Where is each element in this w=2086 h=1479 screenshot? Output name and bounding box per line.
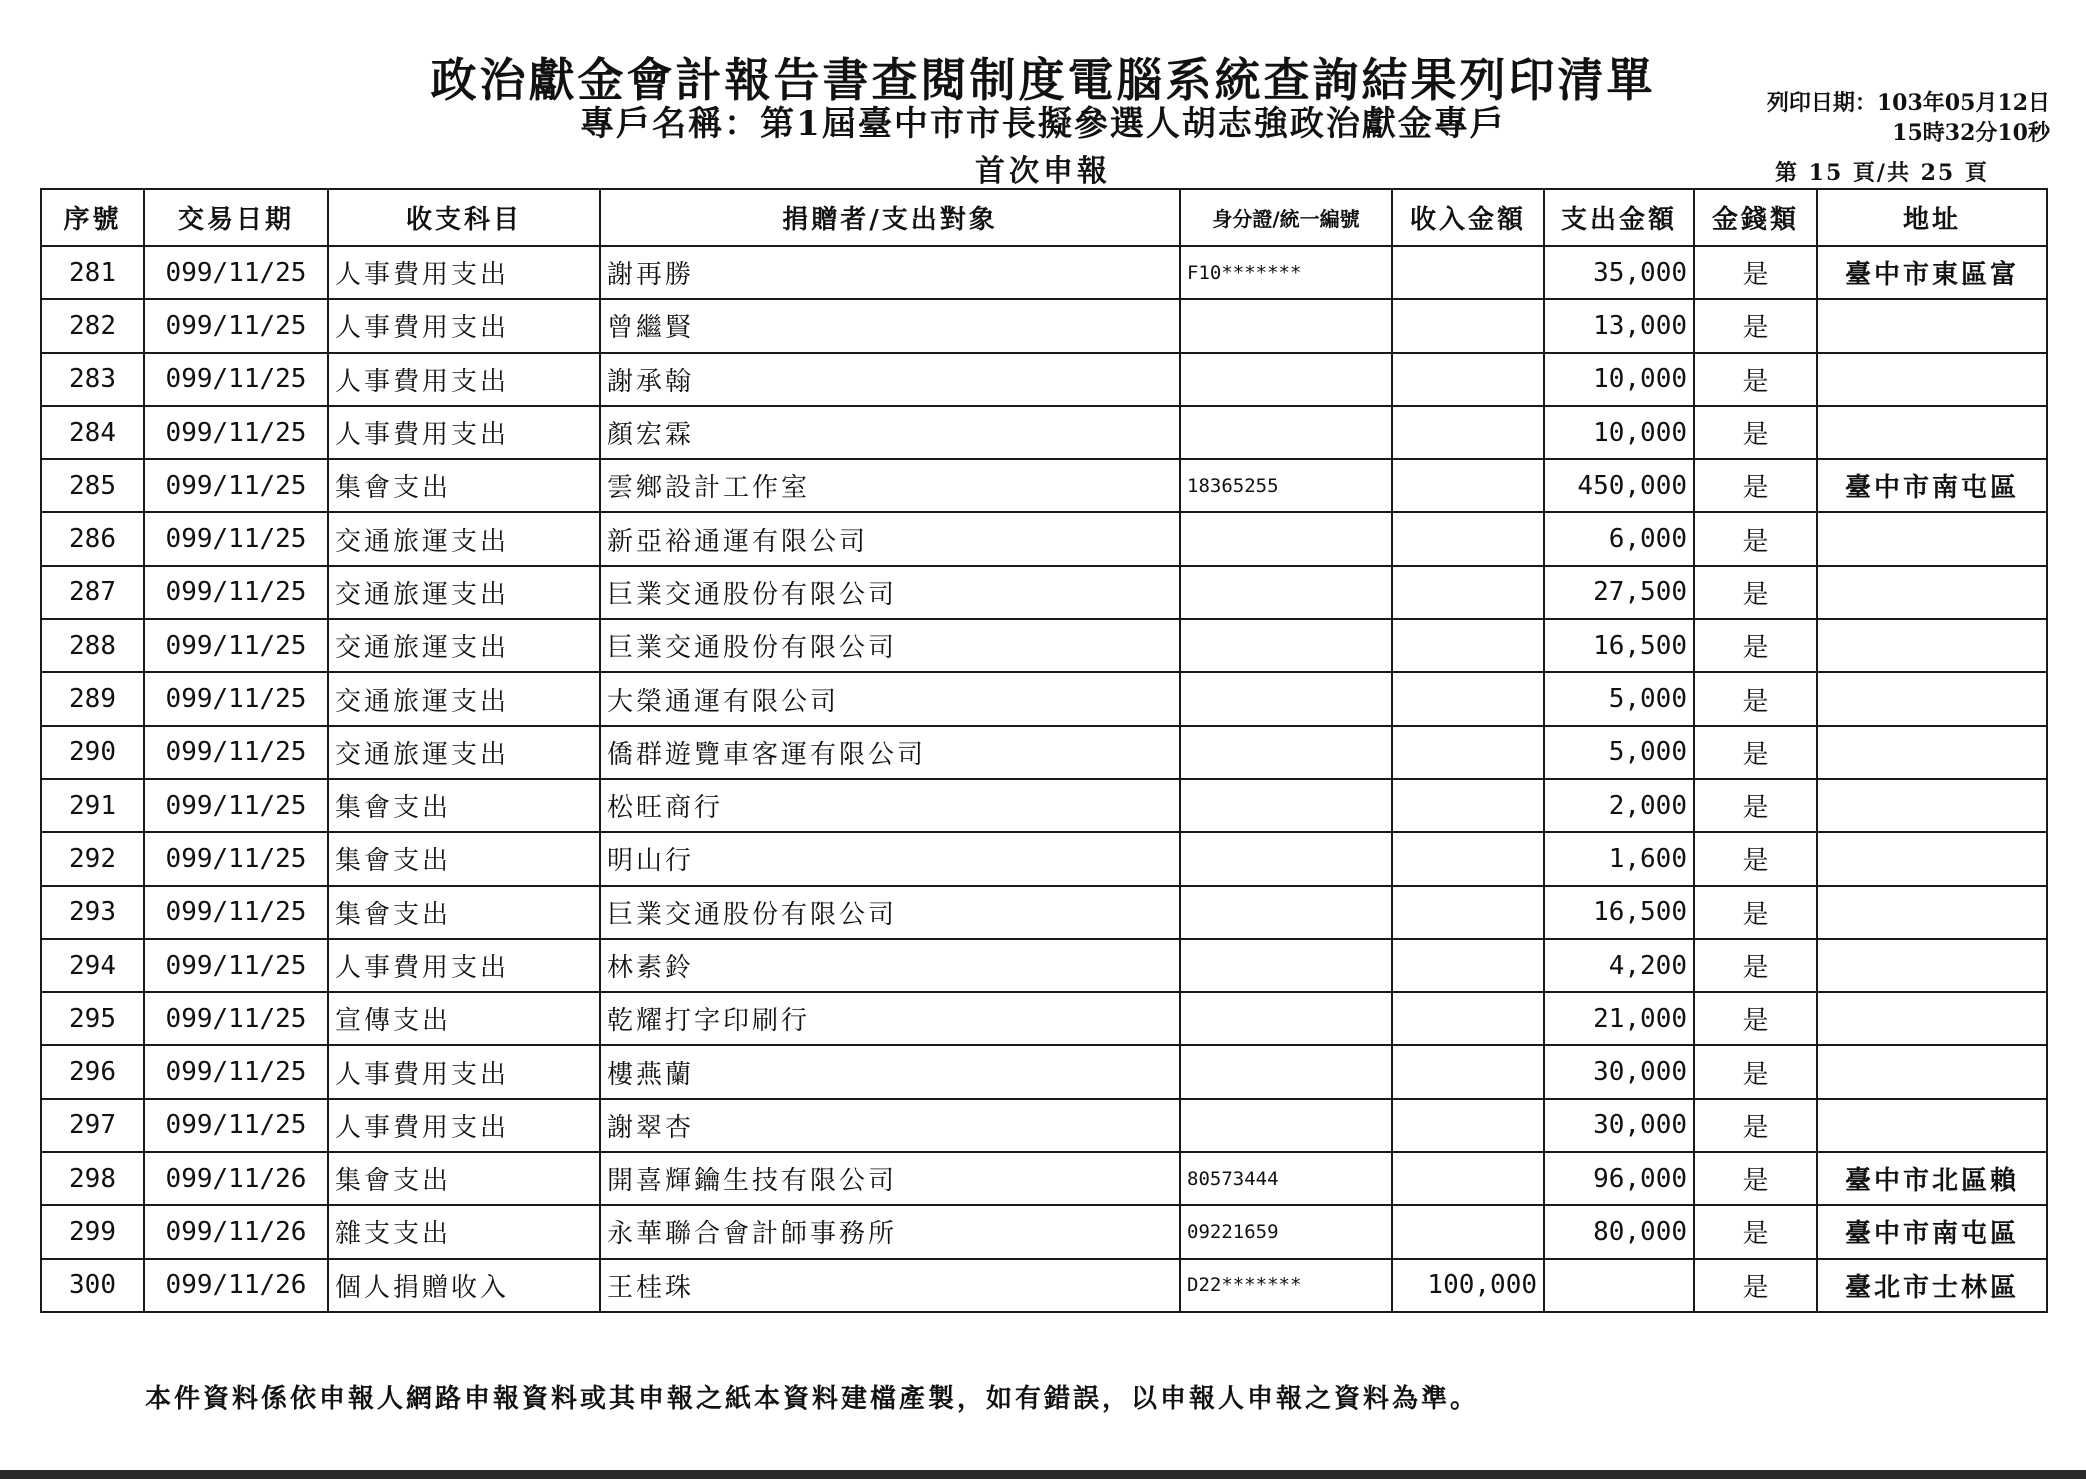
cell-id <box>1180 1099 1392 1152</box>
cell-category: 集會支出 <box>328 779 600 832</box>
cell-category: 人事費用支出 <box>328 299 600 352</box>
account-name: 專戶名稱：第1屆臺中市市長擬參選人胡志強政治獻金專戶 <box>580 104 1506 144</box>
print-date: 列印日期：103年05月12日 <box>1766 90 2050 116</box>
cell-cash: 是 <box>1694 832 1817 885</box>
table-row <box>41 886 2047 939</box>
document-title: 政治獻金會計報告書查閱制度電腦系統查詢結果列印清單 <box>430 53 1656 107</box>
table-row <box>41 1205 2047 1258</box>
cell-income <box>1392 832 1544 885</box>
cell-party: 僑群遊覽車客運有限公司 <box>600 726 1180 779</box>
cell-expense: 450,000 <box>1544 459 1694 512</box>
cell-party: 樓燕蘭 <box>600 1045 1180 1098</box>
cell-income <box>1392 246 1544 299</box>
cell-date: 099/11/26 <box>144 1152 328 1205</box>
cell-date: 099/11/25 <box>144 246 328 299</box>
cell-party: 巨業交通股份有限公司 <box>600 619 1180 672</box>
cell-no: 296 <box>41 1045 144 1098</box>
header-row <box>41 189 2047 246</box>
table-row <box>41 672 2047 725</box>
cell-id <box>1180 726 1392 779</box>
cell-income <box>1392 566 1544 619</box>
cell-expense: 27,500 <box>1544 566 1694 619</box>
ledger-table <box>40 188 2048 1313</box>
cell-no: 286 <box>41 512 144 565</box>
cell-no: 299 <box>41 1205 144 1258</box>
cell-expense: 1,600 <box>1544 832 1694 885</box>
cell-no: 290 <box>41 726 144 779</box>
cell-income <box>1392 886 1544 939</box>
table-row <box>41 1152 2047 1205</box>
cell-no: 295 <box>41 992 144 1045</box>
cell-date: 099/11/26 <box>144 1259 328 1312</box>
cell-no: 287 <box>41 566 144 619</box>
cell-income <box>1392 1152 1544 1205</box>
cell-cash: 是 <box>1694 512 1817 565</box>
cell-address <box>1817 939 2047 992</box>
cell-expense: 4,200 <box>1544 939 1694 992</box>
cell-date: 099/11/25 <box>144 779 328 832</box>
table-row <box>41 246 2047 299</box>
cell-id <box>1180 353 1392 406</box>
cell-id: 80573444 <box>1180 1152 1392 1205</box>
cell-category: 人事費用支出 <box>328 353 600 406</box>
col-header-cash: 金錢類 <box>1694 189 1817 246</box>
cell-category: 交通旅運支出 <box>328 726 600 779</box>
cell-id <box>1180 992 1392 1045</box>
cell-date: 099/11/25 <box>144 832 328 885</box>
cell-party: 乾耀打字印刷行 <box>600 992 1180 1045</box>
cell-party: 顏宏霖 <box>600 406 1180 459</box>
cell-no: 285 <box>41 459 144 512</box>
cell-cash: 是 <box>1694 353 1817 406</box>
cell-expense: 30,000 <box>1544 1099 1694 1152</box>
cell-category: 集會支出 <box>328 459 600 512</box>
cell-party: 雲鄉設計工作室 <box>600 459 1180 512</box>
cell-id <box>1180 779 1392 832</box>
cell-cash: 是 <box>1694 566 1817 619</box>
table-row <box>41 1045 2047 1098</box>
cell-party: 新亞裕通運有限公司 <box>600 512 1180 565</box>
cell-party: 林素鈴 <box>600 939 1180 992</box>
cell-category: 交通旅運支出 <box>328 566 600 619</box>
cell-category: 集會支出 <box>328 1152 600 1205</box>
cell-income <box>1392 1205 1544 1258</box>
table-row <box>41 779 2047 832</box>
cell-address: 臺中市南屯區 <box>1817 1205 2047 1258</box>
cell-expense: 5,000 <box>1544 672 1694 725</box>
table-row <box>41 939 2047 992</box>
cell-no: 281 <box>41 246 144 299</box>
cell-id <box>1180 299 1392 352</box>
cell-cash: 是 <box>1694 886 1817 939</box>
cell-expense: 5,000 <box>1544 726 1694 779</box>
cell-address: 臺北市士林區 <box>1817 1259 2047 1312</box>
table-row <box>41 726 2047 779</box>
cell-expense <box>1544 1259 1694 1312</box>
cell-cash: 是 <box>1694 1205 1817 1258</box>
cell-expense: 21,000 <box>1544 992 1694 1045</box>
col-header-address: 地址 <box>1817 189 2047 246</box>
cell-party: 永華聯合會計師事務所 <box>600 1205 1180 1258</box>
table-row <box>41 619 2047 672</box>
cell-expense: 10,000 <box>1544 406 1694 459</box>
cell-address <box>1817 353 2047 406</box>
print-timestamp <box>1767 88 2050 148</box>
cell-party: 王桂珠 <box>600 1259 1180 1312</box>
cell-category: 集會支出 <box>328 886 600 939</box>
cell-date: 099/11/25 <box>144 459 328 512</box>
cell-date: 099/11/25 <box>144 512 328 565</box>
cell-address <box>1817 512 2047 565</box>
cell-date: 099/11/25 <box>144 299 328 352</box>
cell-address <box>1817 886 2047 939</box>
cell-expense: 35,000 <box>1544 246 1694 299</box>
cell-income <box>1392 1099 1544 1152</box>
cell-id <box>1180 1045 1392 1098</box>
cell-category: 人事費用支出 <box>328 1045 600 1098</box>
cell-category: 人事費用支出 <box>328 246 600 299</box>
cell-category: 交通旅運支出 <box>328 672 600 725</box>
col-header-expense: 支出金額 <box>1544 189 1694 246</box>
cell-date: 099/11/25 <box>144 886 328 939</box>
cell-address <box>1817 726 2047 779</box>
cell-id <box>1180 886 1392 939</box>
cell-no: 288 <box>41 619 144 672</box>
cell-date: 099/11/25 <box>144 406 328 459</box>
cell-date: 099/11/26 <box>144 1205 328 1258</box>
cell-income <box>1392 619 1544 672</box>
cell-id <box>1180 672 1392 725</box>
cell-category: 集會支出 <box>328 832 600 885</box>
cell-address <box>1817 566 2047 619</box>
cell-address <box>1817 619 2047 672</box>
cell-category: 交通旅運支出 <box>328 512 600 565</box>
cell-no: 294 <box>41 939 144 992</box>
cell-income <box>1392 406 1544 459</box>
cell-income <box>1392 672 1544 725</box>
cell-cash: 是 <box>1694 779 1817 832</box>
cell-no: 293 <box>41 886 144 939</box>
cell-cash: 是 <box>1694 1259 1817 1312</box>
cell-category: 人事費用支出 <box>328 406 600 459</box>
scan-bottom-edge <box>0 1470 2086 1479</box>
table-row <box>41 832 2047 885</box>
cell-date: 099/11/25 <box>144 566 328 619</box>
cell-no: 289 <box>41 672 144 725</box>
cell-expense: 16,500 <box>1544 619 1694 672</box>
cell-address <box>1817 299 2047 352</box>
cell-id <box>1180 406 1392 459</box>
cell-party: 曾繼賢 <box>600 299 1180 352</box>
cell-income <box>1392 939 1544 992</box>
cell-date: 099/11/25 <box>144 939 328 992</box>
cell-cash: 是 <box>1694 246 1817 299</box>
cell-no: 298 <box>41 1152 144 1205</box>
cell-id: F10******* <box>1180 246 1392 299</box>
col-header-id: 身分證/統一編號 <box>1180 189 1392 246</box>
cell-cash: 是 <box>1694 1152 1817 1205</box>
cell-address: 臺中市東區富 <box>1817 246 2047 299</box>
cell-income <box>1392 459 1544 512</box>
cell-cash: 是 <box>1694 406 1817 459</box>
footnote: 本件資料係依申報人網路申報資料或其申報之紙本資料建檔產製，如有錯誤，以申報人申報之資料為準。 <box>145 1384 1480 1414</box>
cell-expense: 80,000 <box>1544 1205 1694 1258</box>
cell-id <box>1180 512 1392 565</box>
cell-cash: 是 <box>1694 939 1817 992</box>
cell-address <box>1817 1045 2047 1098</box>
cell-category: 交通旅運支出 <box>328 619 600 672</box>
cell-cash: 是 <box>1694 459 1817 512</box>
cell-id <box>1180 566 1392 619</box>
cell-address: 臺中市南屯區 <box>1817 459 2047 512</box>
table-row <box>41 299 2047 352</box>
cell-no: 284 <box>41 406 144 459</box>
cell-date: 099/11/25 <box>144 1045 328 1098</box>
cell-category: 人事費用支出 <box>328 939 600 992</box>
table-row <box>41 459 2047 512</box>
cell-category: 雜支支出 <box>328 1205 600 1258</box>
cell-no: 291 <box>41 779 144 832</box>
cell-address <box>1817 672 2047 725</box>
cell-income <box>1392 1045 1544 1098</box>
cell-party: 明山行 <box>600 832 1180 885</box>
cell-no: 282 <box>41 299 144 352</box>
cell-expense: 30,000 <box>1544 1045 1694 1098</box>
cell-expense: 16,500 <box>1544 886 1694 939</box>
cell-no: 292 <box>41 832 144 885</box>
cell-category: 宣傳支出 <box>328 992 600 1045</box>
cell-expense: 13,000 <box>1544 299 1694 352</box>
cell-expense: 6,000 <box>1544 512 1694 565</box>
cell-id <box>1180 832 1392 885</box>
cell-party: 巨業交通股份有限公司 <box>600 886 1180 939</box>
cell-no: 283 <box>41 353 144 406</box>
table-row <box>41 566 2047 619</box>
table-row <box>41 406 2047 459</box>
cell-date: 099/11/25 <box>144 1099 328 1152</box>
col-header-no: 序號 <box>41 189 144 246</box>
cell-party: 巨業交通股份有限公司 <box>600 566 1180 619</box>
cell-cash: 是 <box>1694 1045 1817 1098</box>
table-row <box>41 992 2047 1045</box>
cell-date: 099/11/25 <box>144 619 328 672</box>
cell-expense: 96,000 <box>1544 1152 1694 1205</box>
table-row <box>41 1259 2047 1312</box>
cell-date: 099/11/25 <box>144 353 328 406</box>
cell-id <box>1180 619 1392 672</box>
cell-id: D22******* <box>1180 1259 1392 1312</box>
cell-address: 臺中市北區賴 <box>1817 1152 2047 1205</box>
cell-address <box>1817 406 2047 459</box>
cell-id <box>1180 939 1392 992</box>
cell-address <box>1817 992 2047 1045</box>
cell-party: 謝再勝 <box>600 246 1180 299</box>
cell-party: 大榮通運有限公司 <box>600 672 1180 725</box>
cell-cash: 是 <box>1694 726 1817 779</box>
cell-income <box>1392 353 1544 406</box>
cell-income <box>1392 779 1544 832</box>
cell-address <box>1817 832 2047 885</box>
cell-category: 個人捐贈收入 <box>328 1259 600 1312</box>
report-type: 首次申報 <box>975 154 1111 189</box>
cell-id: 18365255 <box>1180 459 1392 512</box>
cell-income: 100,000 <box>1392 1259 1544 1312</box>
cell-party: 謝承翰 <box>600 353 1180 406</box>
print-time: 15時32分10秒 <box>1892 120 2050 146</box>
table-row <box>41 512 2047 565</box>
cell-category: 人事費用支出 <box>328 1099 600 1152</box>
col-header-date: 交易日期 <box>144 189 328 246</box>
col-header-party: 捐贈者/支出對象 <box>600 189 1180 246</box>
cell-no: 300 <box>41 1259 144 1312</box>
col-header-category: 收支科目 <box>328 189 600 246</box>
cell-id: 09221659 <box>1180 1205 1392 1258</box>
col-header-income: 收入金額 <box>1392 189 1544 246</box>
cell-address <box>1817 779 2047 832</box>
cell-income <box>1392 992 1544 1045</box>
cell-date: 099/11/25 <box>144 992 328 1045</box>
table-row <box>41 1099 2047 1152</box>
cell-cash: 是 <box>1694 992 1817 1045</box>
table-row <box>41 353 2047 406</box>
cell-date: 099/11/25 <box>144 672 328 725</box>
cell-income <box>1392 512 1544 565</box>
cell-date: 099/11/25 <box>144 726 328 779</box>
cell-party: 開喜輝鑰生技有限公司 <box>600 1152 1180 1205</box>
cell-cash: 是 <box>1694 619 1817 672</box>
cell-cash: 是 <box>1694 672 1817 725</box>
cell-expense: 10,000 <box>1544 353 1694 406</box>
page-info: 第 15 頁/共 25 頁 <box>1775 160 1989 186</box>
ledger-body <box>41 246 2047 1312</box>
cell-address <box>1817 1099 2047 1152</box>
cell-party: 謝翠杏 <box>600 1099 1180 1152</box>
cell-income <box>1392 726 1544 779</box>
cell-expense: 2,000 <box>1544 779 1694 832</box>
cell-no: 297 <box>41 1099 144 1152</box>
cell-income <box>1392 299 1544 352</box>
cell-party: 松旺商行 <box>600 779 1180 832</box>
cell-cash: 是 <box>1694 1099 1817 1152</box>
cell-cash: 是 <box>1694 299 1817 352</box>
